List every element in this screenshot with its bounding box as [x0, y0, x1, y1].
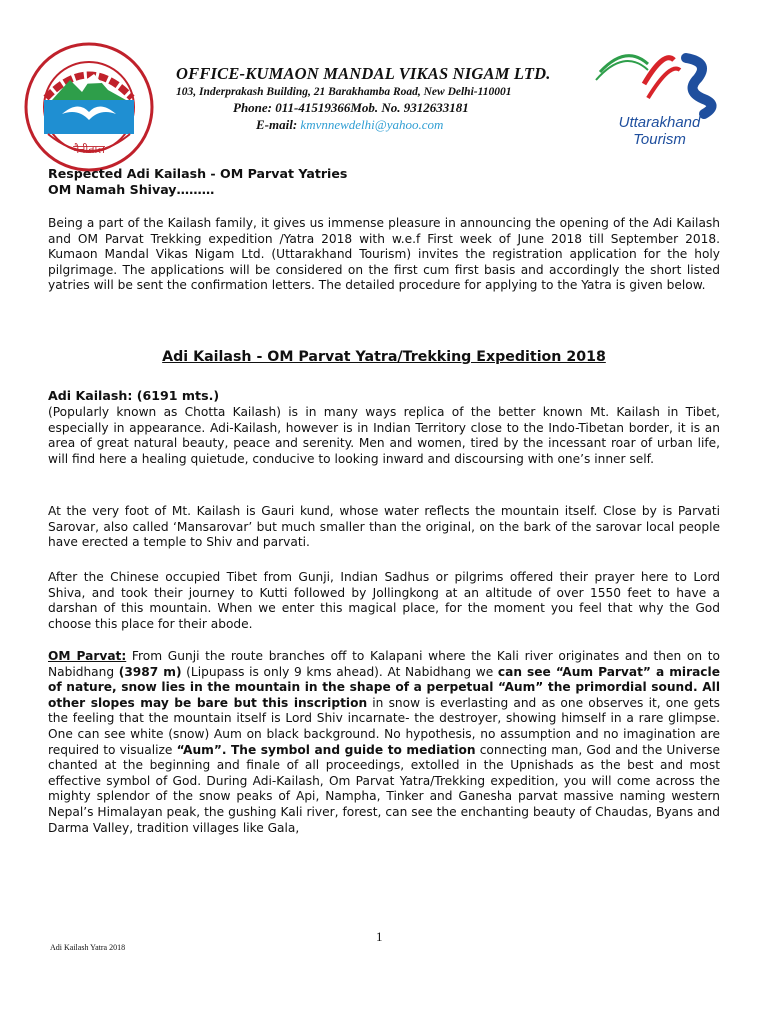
- expedition-title: Adi Kailash - OM Parvat Yatra/Trekking Expedition 2018: [162, 349, 606, 365]
- om-parvat-text-4: connecting man, God and the Universe chanted at the beginning and finale of all proceedings, extolled in the Upnishads as the best and most effective symbol of God. During Adi-Kailash, Om Parvat Yatra/Trekking expedition, you will come across the mighty splendor of the snow peaks of Api, Nampha, Tinker and Ganesha parvat massive naming western Nepal’s Himalayan peak, the gushing Kali river, forest, can see the enchanting beauty of Chaudas, Byans and Darma Valley, tradition villages like Gala,: [48, 742, 721, 835]
- om-parvat-text-1: From Gunji the route branches off to Kalapani where the Kali river originates and then on to Nabidhang: [48, 649, 720, 679]
- greeting-line2: OM Namah Shivay………: [48, 182, 215, 197]
- greeting-line1: Respected Adi Kailash - OM Parvat Yatries: [48, 166, 348, 181]
- om-parvat-bold-3: “Aum”. The symbol and guide to mediation: [176, 742, 476, 757]
- adi-kailash-heading: Adi Kailash: (6191 mts.): [48, 388, 220, 403]
- om-parvat-bold-2: can see “Aum Parvat” a miracle of nature, snow lies in the mountain in the shape of a perpetual “Aum” the primordial sound. All other slopes may be bare but this inscription: [48, 664, 720, 710]
- page-number: 1: [376, 929, 383, 944]
- adi-kailash-paragraph-3: After the Chinese occupied Tibet from Gunji, Indian Sadhus or pilgrims offered their prayer here to Lord Shiva, and took their journey to Kutti followed by Jollingkong at an altitude of over 1550 feet to have a darshan of this mountain. When we enter this magical place, for the moment you feel that why the God choose this place for their abode.: [48, 570, 720, 631]
- om-parvat-text-2: (Lipupass is only 9 kms ahead). At Nabidhang we: [181, 664, 498, 679]
- om-parvat-paragraph: [48, 649, 720, 836]
- brand-line1: Uttarakhand: [618, 114, 701, 131]
- seal-city-text: नैनीताल: [73, 143, 105, 156]
- om-parvat-label: OM Parvat:: [48, 649, 127, 663]
- email-link[interactable]: kmvnnewdelhi@yahoo.com: [300, 117, 444, 132]
- om-parvat-text-3: in snow is everlasting and as one observes it, one gets the feeling that the mountain itself is Lord Shiv incarnate- the destroyer, showing himself in a rare glimpse. One can see white (snow) Aum on black background. No hypothesis, no assumption and no imagination are required to visualize: [48, 695, 720, 757]
- adi-kailash-paragraph-1: (Popularly known as Chotta Kailash) is in many ways replica of the better known Mt. Kailash in Tibet, especially in appearance. Adi-Kailash, however is in Indian Territory close to the Indo-Tibetan border, it is an area of great natural beauty, peace and serenity. Men and women, tired by the incessant roar of urban life, will find here a healing quietude, conducive to looking inward and discoursing with one’s inner self.: [48, 405, 720, 466]
- office-email-line: [176, 117, 576, 133]
- kmvn-seal-logo: [22, 40, 156, 174]
- footer-note: Adi Kailash Yatra 2018: [50, 943, 126, 952]
- adi-kailash-paragraph-2: At the very foot of Mt. Kailash is Gauri kund, whose water reflects the mountain itself. Close by is Parvati Sarovar, also called ‘Mansarovar’ but much smaller than the original, on the bark of the sarovar local people have erected a temple to Shiv and parvati.: [48, 504, 720, 550]
- intro-paragraph: Being a part of the Kailash family, it gives us immense pleasure in announcing the opening of the Adi Kailash and OM Parvat Trekking expedition /Yatra 2018 with w.e.f First week of June 2018 till September 2018. Kumaon Mandal Vikas Nigam Ltd. (Uttarakhand Tourism) invites the registration application for the holy pilgrimage. The applications will be considered on the first cum first basis and accordingly the short listed yatries will be sent the confirmation letters. The detailed procedure for applying to the Yatra is given below.: [48, 216, 720, 293]
- om-parvat-bold-1: (3987 m): [118, 664, 182, 679]
- email-label: E-mail:: [256, 117, 298, 132]
- office-phone: Phone: 011-41519366Mob. No. 9312633181: [233, 100, 469, 115]
- office-name: OFFICE-KUMAON MANDAL VIKAS NIGAM LTD.: [176, 64, 551, 83]
- office-header: [176, 64, 576, 133]
- brand-line2: Tourism: [633, 131, 686, 148]
- uttarakhand-tourism-wordmark: [592, 114, 727, 148]
- greeting: [48, 166, 720, 198]
- office-address: 103, Inderprakash Building, 21 Barakhamba Road, New Delhi-110001: [176, 86, 512, 98]
